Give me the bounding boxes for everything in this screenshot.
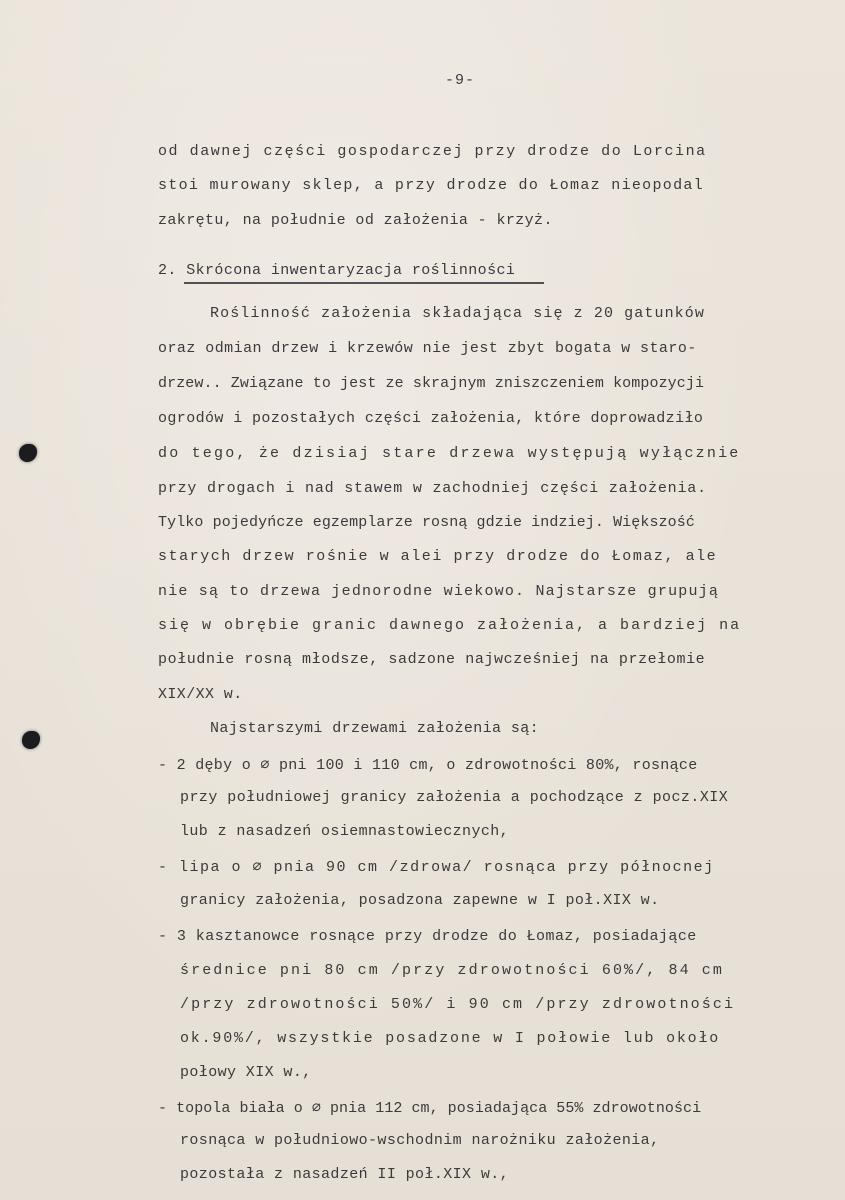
list-item-line: przy południowej granicy założenia a pochodzące z pocz.XIX: [180, 789, 729, 806]
list-item-line: - lipa o ∅ pnia 90 cm /zdrowa/ rosnąca przy północnej: [158, 859, 715, 876]
text-line: do tego, że dzisiaj stare drzewa występują wyłącznie: [158, 445, 741, 462]
text-line: oraz odmian drzew i krzewów nie jest zbyt bogata w staro-: [158, 340, 697, 357]
section-heading: [158, 262, 515, 279]
text-line: południe rosną młodsze, sadzone najwcześniej na przełomie: [158, 651, 706, 668]
section-title: Skrócona inwentaryzacja roślinności: [186, 262, 516, 279]
page-number: -9-: [445, 72, 476, 89]
text-line: od dawnej części gospodarczej przy drodze do Lorcina: [158, 143, 707, 160]
text-line: stoi murowany sklep, a przy drodze do Łomaz nieopodal: [158, 177, 704, 194]
text-line: zakrętu, na południe od założenia - krzyż.: [158, 212, 553, 229]
punch-hole-lower: [22, 731, 40, 749]
list-item-line: średnice pni 80 cm /przy zdrowotności 60%/, 84 cm: [180, 962, 724, 979]
text-line: starych drzew rośnie w alei przy drodze do Łomaz, ale: [158, 548, 718, 565]
text-line: nie są to drzewa jednorodne wiekowo. Najstarsze grupują: [158, 583, 720, 600]
text-line: ogrodów i pozostałych części założenia, które doprowadziło: [158, 410, 704, 427]
list-item-line: /przy zdrowotności 50%/ i 90 cm /przy zdrowotności: [180, 996, 736, 1013]
list-intro: Najstarszymi drzewami założenia są:: [210, 720, 540, 737]
list-item-line: połowy XIX w.,: [180, 1064, 312, 1081]
list-item-line: pozostała z nasadzeń II poł.XIX w.,: [180, 1166, 510, 1183]
text-line: drzew.. Związane to jest ze skrajnym zniszczeniem kompozycji: [158, 375, 705, 392]
list-item-line: lub z nasadzeń osiemnastowiecznych,: [180, 823, 510, 840]
list-item-line: - 2 dęby o ∅ pni 100 i 110 cm, o zdrowotności 80%, rosnące: [158, 757, 698, 774]
list-item-line: rosnąca w południowo-wschodnim narożniku założenia,: [180, 1132, 660, 1149]
text-line: XIX/XX w.: [158, 686, 243, 703]
section-number: 2.: [158, 262, 177, 279]
list-item-line: - 3 kasztanowce rosnące przy drodze do Łomaz, posiadające: [158, 928, 697, 945]
punch-hole-upper: [19, 444, 37, 462]
text-line: Tylko pojedyńcze egzemplarze rosną gdzie indziej. Większość: [158, 514, 695, 531]
list-item-line: ok.90%/, wszystkie posadzone w I połowie lub około: [180, 1030, 721, 1047]
text-line: Roślinność założenia składająca się z 20 gatunków: [210, 305, 705, 322]
list-item-line: - topola biała o ∅ pnia 112 cm, posiadająca 55% zdrowotności: [158, 1100, 702, 1117]
text-line: przy drogach i nad stawem w zachodniej części założenia.: [158, 480, 707, 497]
list-item-line: granicy założenia, posadzona zapewne w I poł.XIX w.: [180, 892, 660, 909]
text-line: się w obrębie granic dawnego założenia, a bardziej na: [158, 617, 742, 634]
heading-underline: [184, 282, 544, 284]
